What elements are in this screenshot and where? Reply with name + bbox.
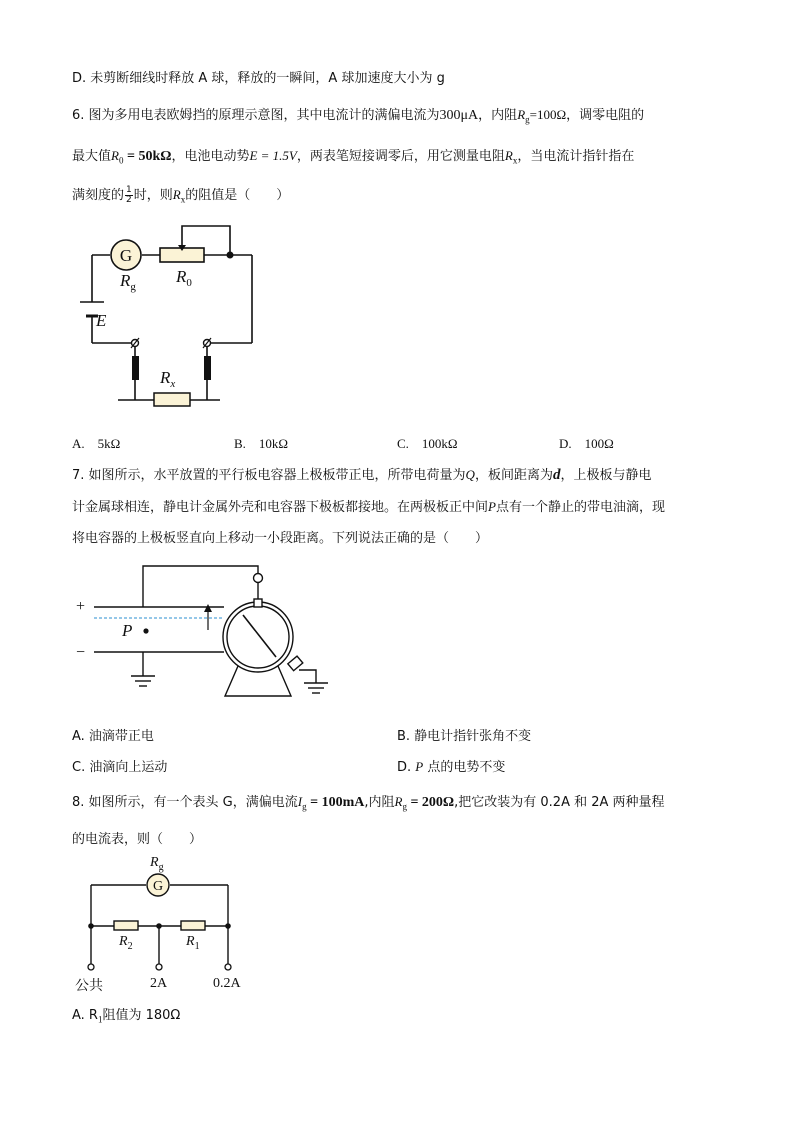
ammeter-shunt-diagram — [68, 848, 258, 996]
q6-option-a: A. 5kΩ — [72, 436, 121, 451]
r2-label: $R_2$ — [119, 934, 133, 952]
fraction-numerator: 1 — [126, 185, 132, 195]
q5-option-d: D. 未剪断细线时释放 A 球，释放的一瞬间，A 球加速度大小为 g — [72, 71, 445, 86]
q8-option-a — [72, 1004, 180, 1025]
q7-text: ，板间距离为 — [474, 468, 553, 483]
q7-text: 7. 如图所示，水平放置的平行板电容器上极板带正电，所带电荷量为 — [72, 468, 466, 483]
q6-text: ，当电流计指针指在 — [517, 149, 635, 164]
q8-text: ,把它改装为有 0.2A 和 2A 两种量程 — [454, 795, 665, 810]
q7-stem-line1 — [72, 464, 651, 484]
junction-dot — [225, 923, 231, 929]
rg-label: $R_g$ — [150, 855, 164, 873]
r1-resistor — [181, 921, 205, 930]
q7-option-d-text: 点的电势不变 — [423, 760, 506, 775]
q6-r0-symbol: R — [111, 148, 119, 163]
probe-icon — [204, 356, 211, 380]
rx-label: $R_x$ — [160, 368, 176, 390]
ohmmeter-circuit-diagram — [70, 218, 270, 413]
galvanometer-label: G — [152, 879, 164, 894]
q6-text: ，内阻 — [478, 108, 518, 123]
q6-full-scale-current: 300μA — [439, 108, 479, 123]
q6-rg-value: =100Ω — [529, 107, 567, 122]
q8-stem-line2: 的电流表，则（ ） — [72, 832, 203, 847]
q6-rg-symbol: R — [517, 107, 526, 122]
rg-label: $R_g$ — [120, 271, 136, 293]
q7-option-d-prefix: D. — [397, 760, 416, 775]
rx-resistor — [154, 393, 190, 406]
q6-emf-value: E = 1.5V — [249, 148, 297, 163]
point-p-label: P — [122, 621, 133, 640]
q8-ig-value: = 100mA — [306, 795, 365, 810]
q7-option-b: B. 静电计指针张角不变 — [397, 729, 532, 744]
minus-sign: − — [76, 644, 86, 661]
q6-text: 时，则 — [133, 188, 173, 203]
q6-text: 的阻值是（ ） — [185, 188, 290, 203]
electroscope-ball-icon — [254, 574, 263, 583]
r0-label: $R_0$ — [176, 267, 192, 289]
emf-label: E — [96, 311, 107, 330]
arrow-up-icon — [204, 604, 212, 612]
q6-text: 满刻度的 — [72, 188, 125, 203]
probe-icon — [132, 356, 139, 380]
r2-resistor — [114, 921, 138, 930]
junction-dot — [156, 923, 162, 929]
q6-text: 最大值 — [72, 149, 112, 164]
common-terminal-label: 公共 — [75, 978, 103, 994]
q7-option-d — [397, 756, 505, 775]
q7-point-p: P — [415, 759, 424, 774]
plus-sign: + — [76, 598, 86, 615]
q6-stem-line2 — [72, 145, 634, 166]
q7-text: 点有一个静止的带电油滴，现 — [495, 500, 665, 515]
q6-text: ，电池电动势 — [171, 149, 250, 164]
q7-option-c: C. 油滴向上运动 — [72, 760, 168, 775]
q8-ig-symbol: I — [297, 794, 303, 809]
q6-rx-sub: x — [180, 194, 186, 205]
2a-terminal-label: 2A — [150, 976, 168, 991]
electroscope-insulator — [254, 599, 262, 607]
q6-option-d: D. 100Ω — [559, 436, 614, 451]
q8-option-a-sub: 1 — [97, 1014, 103, 1025]
q6-stem-line1 — [72, 104, 644, 125]
junction-dot — [88, 923, 94, 929]
q7-charge-symbol: Q — [465, 467, 475, 482]
fraction-denominator: 2 — [126, 195, 132, 205]
terminal-icon — [88, 964, 94, 970]
r1-label: $R_1$ — [186, 934, 200, 952]
q8-rg-symbol: R — [394, 794, 403, 809]
q7-point-p: P — [488, 499, 496, 514]
q6-rx-sub: x — [512, 155, 518, 166]
q7-text: ，上极板与静电 — [560, 468, 652, 483]
q6-option-b: B. 10kΩ — [234, 436, 289, 451]
q7-text: 计金属球相连，静电计金属外壳和电容器下极板都接地。在两极板正中间 — [72, 500, 489, 515]
oil-drop-icon — [143, 628, 148, 633]
q8-rg-value: = 200Ω — [406, 795, 455, 810]
q6-rg-sub: g — [525, 114, 530, 125]
q6-fraction — [125, 186, 133, 205]
junction-dot — [227, 252, 234, 259]
q6-text: 6. 图为多用电表欧姆挡的原理示意图，其中电流计的满偏电流为 — [72, 108, 440, 123]
galvanometer-label: G — [119, 246, 133, 265]
q6-option-c: C. 100kΩ — [397, 436, 458, 451]
terminal-icon — [225, 964, 231, 970]
q7-stem-line2 — [72, 496, 665, 515]
q6-rx-symbol: R — [504, 148, 513, 163]
q7-stem-line3: 将电容器的上极板竖直向上移动一小段距离。下列说法正确的是（ ） — [72, 531, 489, 546]
q8-option-a-prefix: A. R — [72, 1008, 98, 1023]
terminal-icon — [156, 964, 162, 970]
q7-option-a: A. 油滴带正电 — [72, 729, 154, 744]
q8-option-a-text: 阻值为 180Ω — [102, 1008, 181, 1023]
q6-text: ，调零电阻的 — [566, 108, 645, 123]
q6-r0-sub: 0 — [118, 155, 124, 166]
q6-stem-line3 — [72, 184, 289, 205]
q8-stem-line1 — [72, 791, 665, 812]
q8-rg-sub: g — [402, 801, 407, 812]
capacitor-electroscope-diagram — [70, 558, 332, 706]
0-2a-terminal-label: 0.2A — [213, 976, 241, 991]
q6-text: ，两表笔短接调零后，用它测量电阻 — [296, 149, 505, 164]
q6-r0-value: = 50kΩ — [123, 149, 172, 164]
q8-ig-sub: g — [302, 801, 307, 812]
q8-text: ,内阻 — [364, 795, 395, 810]
q8-text: 8. 如图所示，有一个表头 G，满偏电流 — [72, 795, 298, 810]
q6-rx-symbol: R — [172, 187, 181, 202]
q7-distance-symbol: d — [552, 467, 561, 483]
